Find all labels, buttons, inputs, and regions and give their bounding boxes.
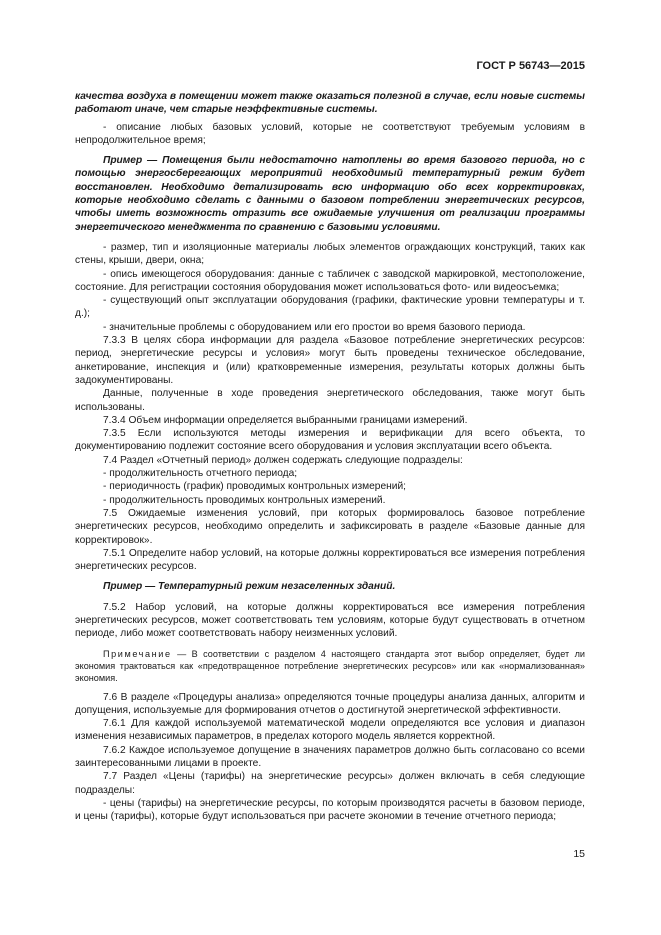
document-body [75, 90, 585, 824]
clause-7-5: 7.5 Ожидаемые изменения условий, при которых формировалось базовое потребление энергетических ресурсов, необходимо определить и зафиксировать в разделе «Базовые данные для корректировок». [75, 507, 585, 546]
list-item: - существующий опыт эксплуатации оборудования (графики, фактические уровни температуры и т. д.); [75, 295, 585, 320]
list-item: - размер, тип и изоляционные материалы любых элементов ограждающих конструкций, таких как стены, крыши, двери, окна; [75, 241, 585, 267]
clause-7-6: 7.6 В разделе «Процедуры анализа» определяются точные процедуры анализа данных, алгоритм и допущения, используемые для формирования отчетов о достигнутой энергетической эффективности. [75, 691, 585, 716]
note-label: Примечание [103, 648, 172, 659]
list-item: - периодичность (график) проводимых контрольных измерений; [103, 481, 406, 493]
list-item: - продолжительность отчетного периода; [103, 468, 298, 480]
example-block: Пример — Температурный режим незаселенных зданий. [103, 581, 396, 593]
clause-7-7: 7.7 Раздел «Цены (тарифы) на энергетические ресурсы» должен включать в себя следующие подразделы: [75, 771, 585, 796]
list-item: - значительные проблемы с оборудованием или его простои во время базового периода. [103, 321, 526, 333]
standard-header: ГОСТ Р 56743—2015 [476, 60, 585, 72]
clause-7-6-1: 7.6.1 Для каждой используемой математической модели определяются все условия и диапазон изменения независимых параметров, в пределах которого модель является корректной. [75, 718, 585, 743]
clause-7-5-2: 7.5.2 Набор условий, на которые должны корректироваться все измерения потребления энергетических ресурсов, может соответствовать тем условиям, которые будут существовать в отчетном периоде, либо может соответствовать набору неизменных условий. [75, 601, 585, 640]
list-item: - опись имеющегося оборудования: данные с табличек с заводской маркировкой, местоположение, состояние. Для регистрации состояния оборудования может использоваться фото- или видеосъемка; [75, 268, 585, 293]
clause-7-3-3: 7.3.3 В целях сбора информации для раздела «Базовое потребление энергетических ресурсов: период, энергетические ресурсы и условия» могут быть проведены техническое обследование, анкетирование, инспекция и (или) кратковременные измерения, результаты которых должны быть задокументированы. [75, 335, 585, 386]
clause-7-6-2: 7.6.2 Каждое используемое допущение в значениях параметров должно быть согласовано со всеми заинтересованными лицами в проекте. [75, 744, 585, 770]
list-item: - описание любых базовых условий, которые не соответствуют требуемым условиям в непродолжительное время; [75, 121, 585, 146]
list-item: - продолжительность проводимых контрольных измерений. [103, 494, 386, 506]
clause-7-3-5: 7.3.5 Если используются методы измерения и верификации для всего объекта, то документированию подлежит состояние всего оборудования и условия эксплуатации всего объекта. [75, 428, 585, 453]
paragraph: Данные, полученные в ходе проведения энергетического обследования, также могут быть использованы. [75, 388, 585, 413]
example-block: Пример — Помещения были недостаточно натоплены во время базового периода, но с помощью энергосберегающих мероприятий необходимый температурный режим будет восстановлен. Необходимо детализировать всю информацию обо всех корректировках, которые необходимо сделать с данными о базовом потреблении энергетических ресурсов, чтобы иметь возможность отразить все ожидаемые улучшения от реализации программы энергетического менеджмента по сравнению с базовыми условиями. [75, 155, 585, 233]
clause-7-5-1: 7.5.1 Определите набор условий, на которые должны корректироваться все измерения потребления энергетических ресурсов. [75, 547, 585, 573]
clause-7-3-4: 7.3.4 Объем информации определяется выбранными границами измерений. [103, 414, 468, 426]
page-number: 15 [573, 848, 585, 860]
note-text: — В соответствии с разделом 4 настоящего стандарта этот выбор определяет, будет ли экономия трактоваться как «предотвращенное потребление энергетических ресурсов» или как «нормализованная» экономия. [75, 648, 585, 683]
paragraph-continuation: качества воздуха в помещении может также оказаться полезной в случае, если новые системы работают иначе, чем старые неэффективные системы. [75, 91, 585, 116]
clause-7-4: 7.4 Раздел «Отчетный период» должен содержать следующие подразделы: [103, 454, 463, 466]
note [75, 648, 585, 684]
list-item: - цены (тарифы) на энергетические ресурсы, по которым производятся расчеты в базовом периоде, и цены (тарифы), которые будут использоваться при расчете экономии в течение отчетного периода; [75, 797, 585, 823]
